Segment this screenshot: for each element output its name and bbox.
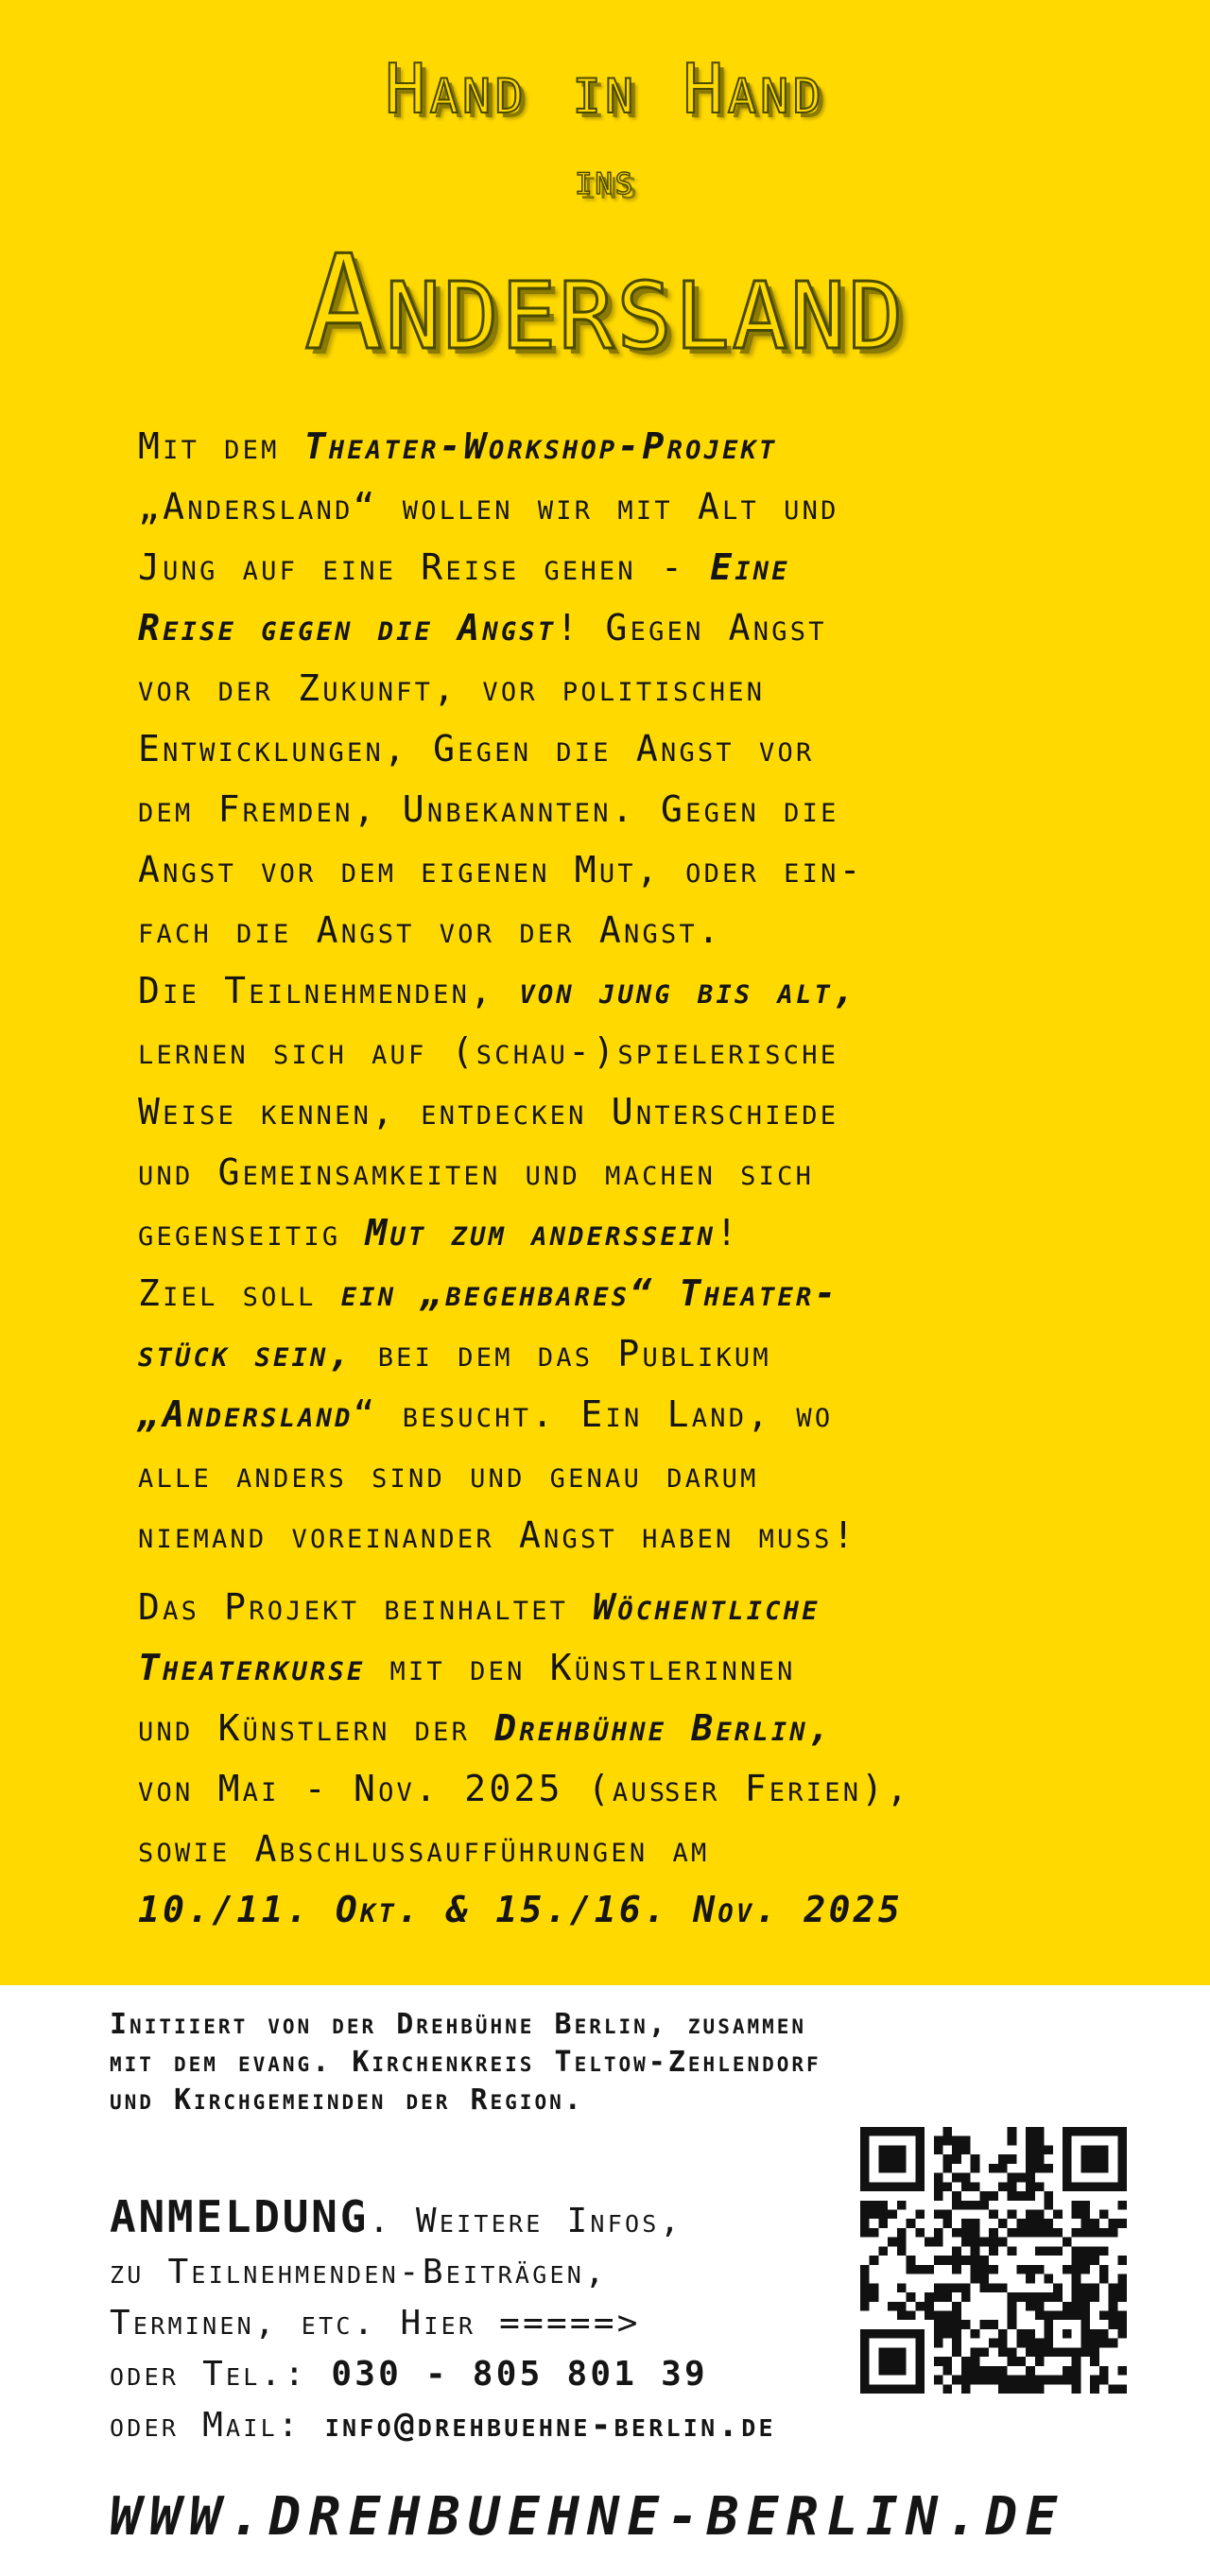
emphasis-text: Theater-Workshop-Projekt <box>303 425 778 467</box>
credits-line: und Kirchgemeinden der Region. <box>110 2083 584 2117</box>
text-line <box>138 1384 1102 1444</box>
text-line <box>138 658 1102 718</box>
text-segment: Entwicklungen, Gegen die Angst vor <box>138 728 815 769</box>
website-link[interactable]: WWW.DREHBUEHNE-BERLIN.DE <box>110 2486 1065 2548</box>
text-segment: „Andersland“ wollen wir mit Alt und <box>138 486 839 527</box>
text-segment: und Künstlern der <box>138 1707 495 1749</box>
intro-paragraph <box>138 416 1102 1565</box>
text-segment: sowie Abschlussaufführungen am <box>138 1828 710 1870</box>
text-line <box>138 597 1102 658</box>
phone-label: oder Tel.: <box>110 2355 332 2394</box>
text-segment: ! Gegen Angst <box>556 607 827 648</box>
text-segment: gegenseitig <box>138 1212 366 1253</box>
text-segment: Ziel soll <box>138 1272 341 1314</box>
text-segment: “ besucht. Ein Land, wo <box>353 1393 834 1435</box>
text-segment: alle anders sind und genau darum <box>138 1454 759 1495</box>
text-line <box>138 1142 1102 1202</box>
text-line <box>138 1202 1102 1263</box>
contact-line <box>110 2400 847 2451</box>
registration-label: ANMELDUNG <box>110 2191 370 2242</box>
text-line <box>138 1577 1102 1637</box>
text-line <box>138 1323 1102 1384</box>
emphasis-text: Eine <box>710 546 790 588</box>
text-line <box>138 900 1102 960</box>
text-line <box>138 1819 1102 1879</box>
text-segment: Die Teilnehmenden, <box>138 970 520 1011</box>
text-line <box>138 1505 1102 1565</box>
text-line <box>138 960 1102 1021</box>
text-line <box>138 718 1102 779</box>
program-paragraph <box>138 1577 1102 1940</box>
title-line-2: ins <box>575 156 635 204</box>
emphasis-text: 10./11. Okt. & 15./16. Nov. 2025 <box>138 1889 903 1930</box>
contact-line: zu Teilnehmenden-Beiträgen, <box>110 2253 608 2291</box>
contact-line <box>110 2191 847 2247</box>
emphasis-text: Theaterkurse <box>138 1647 366 1688</box>
mail-link[interactable]: info@drehbuehne-berlin.de <box>324 2406 776 2445</box>
emphasis-text: Mut zum anderssein <box>365 1212 717 1253</box>
contact-line <box>110 2349 847 2400</box>
text-segment: niemand voreinander Angst haben muss! <box>138 1514 857 1556</box>
text-line <box>138 1698 1102 1758</box>
mail-label: oder Mail: <box>110 2406 325 2445</box>
emphasis-text: ein „begehbares“ Theater- <box>340 1272 839 1314</box>
text-line <box>138 1637 1102 1698</box>
text-segment: Jung auf eine Reise gehen - <box>138 546 711 588</box>
text-line <box>138 1758 1102 1819</box>
title-line-1: Hand in Hand <box>384 49 826 129</box>
emphasis-text: „Andersland <box>138 1393 354 1435</box>
emphasis-text: Wöchentliche <box>593 1586 821 1628</box>
text-line <box>138 1879 1102 1940</box>
text-segment: Mit dem <box>138 425 304 467</box>
credits-line: Initiiert von der Drehbühne Berlin, zusammen <box>110 2008 807 2041</box>
credits-line: mit dem evang. Kirchenkreis Teltow-Zehlendorf <box>110 2046 821 2079</box>
text-segment: vor der Zukunft, vor politischen <box>138 667 766 709</box>
text-line <box>138 1081 1102 1142</box>
text-segment: und Gemeinsamkeiten und machen sich <box>138 1151 815 1193</box>
text-segment: Angst vor dem eigenen Mut, oder ein- <box>138 849 864 890</box>
text-line <box>138 1263 1102 1323</box>
text-segment: bei dem das Publikum <box>353 1333 771 1374</box>
text-line <box>138 779 1102 839</box>
emphasis-text: Drehbühne Berlin, <box>494 1707 833 1749</box>
text-segment: Weise kennen, entdecken Unterschiede <box>138 1091 839 1132</box>
text-segment: mit den Künstlerinnen <box>365 1647 796 1688</box>
emphasis-text: stück sein, <box>138 1333 354 1374</box>
contact-text: . Weitere Infos, <box>369 2202 683 2240</box>
text-line <box>138 1444 1102 1505</box>
text-segment: fach die Angst vor der Angst. <box>138 909 723 951</box>
qr-code-icon[interactable] <box>860 2127 1127 2394</box>
emphasis-text: Reise gegen die Angst <box>138 607 557 648</box>
phone-link[interactable]: 030 - 805 801 39 <box>331 2355 708 2394</box>
text-segment: lernen sich auf (schau-)spielerische <box>138 1030 839 1072</box>
title-line-3: Andersland <box>303 227 907 379</box>
text-segment: von Mai - Nov. 2025 (außer Ferien), <box>138 1768 911 1809</box>
text-line <box>138 537 1102 597</box>
contact-block <box>110 2191 847 2451</box>
text-segment: ! <box>716 1212 741 1253</box>
contact-line: Terminen, etc. Hier =====> <box>110 2304 641 2343</box>
text-line <box>138 416 1102 476</box>
text-line <box>138 476 1102 537</box>
text-segment: Das Projekt beinhaltet <box>138 1586 594 1628</box>
text-line <box>138 839 1102 900</box>
credits <box>110 2006 1131 2119</box>
emphasis-text: von jung bis alt, <box>519 970 858 1011</box>
text-segment: dem Fremden, Unbekannten. Gegen die <box>138 788 839 830</box>
text-line <box>138 1021 1102 1081</box>
